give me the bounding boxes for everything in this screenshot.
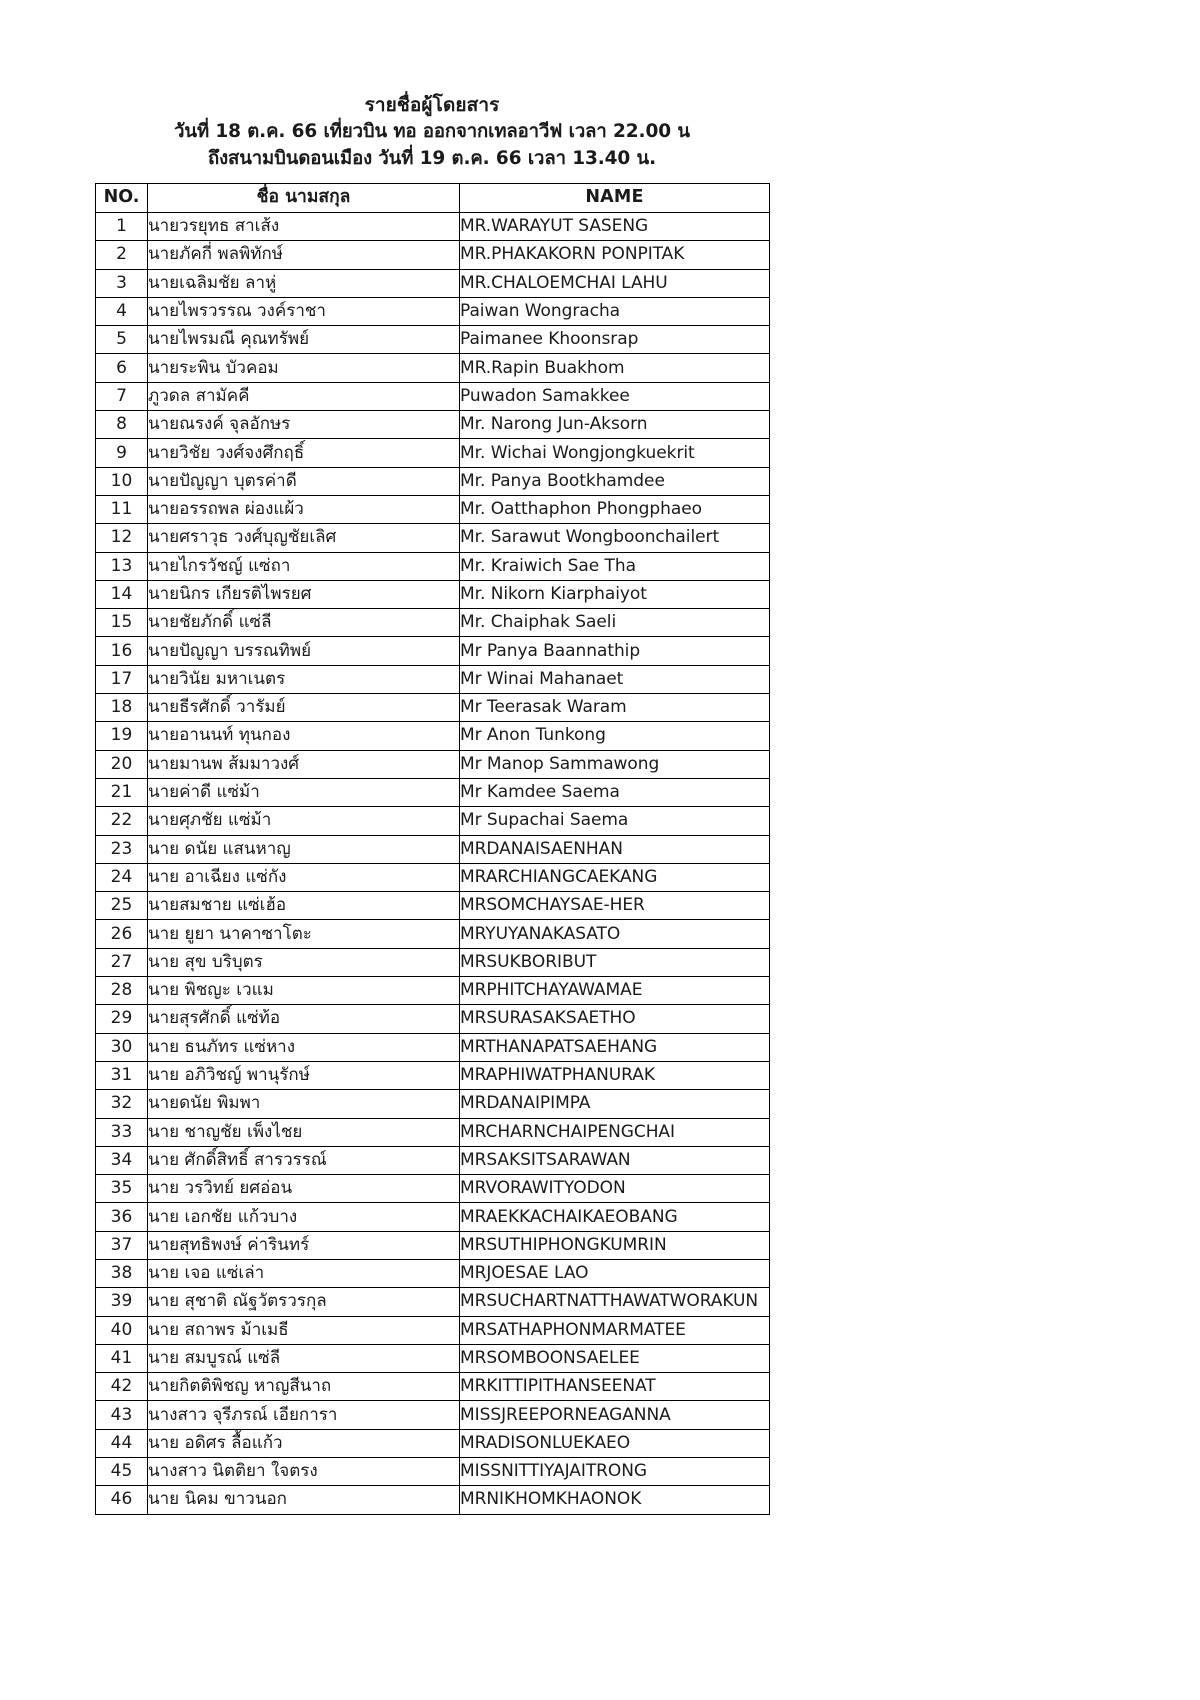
cell-no: 29 <box>96 1005 148 1033</box>
cell-name: Mr Winai Mahanaet <box>460 665 770 693</box>
cell-thai-name: นาย สุชาติ ณัฐวัตรวรกุล <box>148 1288 460 1316</box>
cell-thai-name: นายค่าดี แซ่ม้า <box>148 778 460 806</box>
cell-no: 45 <box>96 1458 148 1486</box>
table-row <box>96 552 770 580</box>
table-row <box>96 722 770 750</box>
table-row <box>96 580 770 608</box>
cell-name: MRSUTHIPHONGKUMRIN <box>460 1231 770 1259</box>
cell-name: Mr. Chaiphak Saeli <box>460 609 770 637</box>
cell-thai-name: นาย เจอ แซ่เล่า <box>148 1259 460 1287</box>
table-row <box>96 948 770 976</box>
table-header <box>96 184 770 213</box>
table-row <box>96 807 770 835</box>
table-row <box>96 326 770 354</box>
cell-name: Mr. Sarawut Wongboonchailert <box>460 524 770 552</box>
cell-thai-name: นายสมชาย แซ่เฮ้อ <box>148 892 460 920</box>
column-header-name: NAME <box>460 184 770 213</box>
table-row <box>96 1429 770 1457</box>
table-row <box>96 665 770 693</box>
page-title: รายชื่อผู้โดยสาร <box>364 94 500 116</box>
table-row <box>96 1061 770 1089</box>
table-row <box>96 1033 770 1061</box>
cell-name: MRTHANAPATSAEHANG <box>460 1033 770 1061</box>
cell-no: 30 <box>96 1033 148 1061</box>
cell-no: 23 <box>96 835 148 863</box>
cell-no: 1 <box>96 213 148 241</box>
table-row <box>96 750 770 778</box>
cell-name: Mr. Narong Jun-Aksorn <box>460 411 770 439</box>
table-row <box>96 382 770 410</box>
table-row <box>96 1288 770 1316</box>
cell-thai-name: นาย อภิวิชญ์ พานุรักษ์ <box>148 1061 460 1089</box>
column-header-no: NO. <box>96 184 148 213</box>
cell-name: MRADISONLUEKAEO <box>460 1429 770 1457</box>
cell-no: 22 <box>96 807 148 835</box>
table-row <box>96 495 770 523</box>
cell-no: 9 <box>96 439 148 467</box>
document-header <box>95 92 769 172</box>
cell-thai-name: นายมานพ ส้มมาวงศ์ <box>148 750 460 778</box>
cell-name: MRAEKKACHAIKAEOBANG <box>460 1203 770 1231</box>
cell-no: 46 <box>96 1486 148 1514</box>
cell-thai-name: นายอานนท์ ทุนกอง <box>148 722 460 750</box>
cell-name: Mr. Nikorn Kiarphaiyot <box>460 580 770 608</box>
cell-no: 2 <box>96 241 148 269</box>
cell-thai-name: นายไพรวรรณ วงค์ราชา <box>148 297 460 325</box>
cell-name: Mr Anon Tunkong <box>460 722 770 750</box>
table-row <box>96 1090 770 1118</box>
cell-no: 4 <box>96 297 148 325</box>
cell-name: MRPHITCHAYAWAMAE <box>460 977 770 1005</box>
table-row <box>96 609 770 637</box>
cell-thai-name: นายภัคกี่ พลพิทักษ์ <box>148 241 460 269</box>
cell-no: 26 <box>96 920 148 948</box>
cell-thai-name: นาย อาเฉียง แซ่กัง <box>148 863 460 891</box>
cell-thai-name: นางสาว จุรีภรณ์ เอียการา <box>148 1401 460 1429</box>
column-header-thai-name: ชื่อ นามสกุล <box>148 184 460 213</box>
cell-thai-name: นาย สุข บริบุตร <box>148 948 460 976</box>
table-body <box>96 213 770 1515</box>
cell-no: 16 <box>96 637 148 665</box>
cell-no: 41 <box>96 1344 148 1372</box>
cell-thai-name: นายสุทธิพงษ์ ค่ารินทร์ <box>148 1231 460 1259</box>
cell-name: Mr Panya Baannathip <box>460 637 770 665</box>
cell-thai-name: นายกิตติพิชญ หาญสีนาถ <box>148 1373 460 1401</box>
cell-no: 44 <box>96 1429 148 1457</box>
table-row <box>96 269 770 297</box>
cell-name: Mr. Kraiwich Sae Tha <box>460 552 770 580</box>
cell-thai-name: นาย อดิศร ลื้อแก้ว <box>148 1429 460 1457</box>
cell-thai-name: นาย ยูยา นาคาซาโตะ <box>148 920 460 948</box>
cell-name: MR.CHALOEMCHAI LAHU <box>460 269 770 297</box>
table-row <box>96 1486 770 1514</box>
cell-no: 25 <box>96 892 148 920</box>
cell-no: 13 <box>96 552 148 580</box>
cell-thai-name: ภูวดล สามัคคี <box>148 382 460 410</box>
table-row <box>96 1401 770 1429</box>
cell-name: Mr. Oatthaphon Phongphaeo <box>460 495 770 523</box>
cell-name: Mr. Panya Bootkhamdee <box>460 467 770 495</box>
cell-thai-name: นายปัญญา บรรณทิพย์ <box>148 637 460 665</box>
table-row <box>96 977 770 1005</box>
table-row <box>96 1231 770 1259</box>
cell-name: MR.Rapin Buakhom <box>460 354 770 382</box>
cell-thai-name: นาย ชาญชัย เพ็งไชย <box>148 1118 460 1146</box>
cell-name: Puwadon Samakkee <box>460 382 770 410</box>
cell-thai-name: นาย เอกชัย แก้วบาง <box>148 1203 460 1231</box>
table-row <box>96 1203 770 1231</box>
cell-name: MRDANAIPIMPA <box>460 1090 770 1118</box>
cell-name: MRDANAISAENHAN <box>460 835 770 863</box>
table-row <box>96 297 770 325</box>
cell-no: 24 <box>96 863 148 891</box>
cell-no: 20 <box>96 750 148 778</box>
cell-thai-name: นายเฉลิมชัย ลาหู่ <box>148 269 460 297</box>
cell-no: 32 <box>96 1090 148 1118</box>
cell-no: 31 <box>96 1061 148 1089</box>
cell-no: 10 <box>96 467 148 495</box>
cell-name: MRYUYANAKASATO <box>460 920 770 948</box>
cell-no: 11 <box>96 495 148 523</box>
cell-thai-name: นาย สถาพร ม้าเมธี <box>148 1316 460 1344</box>
cell-name: Mr. Wichai Wongjongkuekrit <box>460 439 770 467</box>
cell-name: MRCHARNCHAIPENGCHAI <box>460 1118 770 1146</box>
table-row <box>96 835 770 863</box>
cell-name: MISSJREEPORNEAGANNA <box>460 1401 770 1429</box>
cell-no: 27 <box>96 948 148 976</box>
cell-thai-name: นาย พิชญะ เวแม <box>148 977 460 1005</box>
cell-thai-name: นายปัญญา บุตรค่าดี <box>148 467 460 495</box>
cell-no: 42 <box>96 1373 148 1401</box>
cell-thai-name: นาย ศักดิ์สิทธิ์ สารวรรณ์ <box>148 1146 460 1174</box>
cell-thai-name: นายวิชัย วงศ์จงศึกฤธิ์ <box>148 439 460 467</box>
cell-thai-name: นาย สมบูรณ์ แซ่ลี <box>148 1344 460 1372</box>
cell-no: 34 <box>96 1146 148 1174</box>
cell-no: 8 <box>96 411 148 439</box>
cell-thai-name: นายดนัย พิมพา <box>148 1090 460 1118</box>
cell-name: Mr Supachai Saema <box>460 807 770 835</box>
cell-no: 19 <box>96 722 148 750</box>
table-row <box>96 1175 770 1203</box>
cell-no: 21 <box>96 778 148 806</box>
cell-thai-name: นาย ธนภัทร แซ่หาง <box>148 1033 460 1061</box>
cell-name: MR.PHAKAKORN PONPITAK <box>460 241 770 269</box>
table-row <box>96 524 770 552</box>
table-row <box>96 354 770 382</box>
table-row <box>96 1005 770 1033</box>
cell-name: Mr Teerasak Waram <box>460 694 770 722</box>
table-row <box>96 213 770 241</box>
table-row <box>96 920 770 948</box>
table-row <box>96 241 770 269</box>
cell-no: 33 <box>96 1118 148 1146</box>
cell-name: MR.WARAYUT SASENG <box>460 213 770 241</box>
cell-name: MRSOMBOONSAELEE <box>460 1344 770 1372</box>
table-row <box>96 863 770 891</box>
cell-no: 3 <box>96 269 148 297</box>
cell-name: MISSNITTIYAJAITRONG <box>460 1458 770 1486</box>
cell-thai-name: นาย วรวิทย์ ยศอ่อน <box>148 1175 460 1203</box>
table-row <box>96 892 770 920</box>
cell-thai-name: นาย นิคม ขาวนอก <box>148 1486 460 1514</box>
cell-no: 38 <box>96 1259 148 1287</box>
cell-no: 43 <box>96 1401 148 1429</box>
table-row <box>96 1146 770 1174</box>
cell-thai-name: นายอรรถพล ผ่องแผ้ว <box>148 495 460 523</box>
cell-thai-name: นายธีรศักดิ์ วารัมย์ <box>148 694 460 722</box>
table-row <box>96 1259 770 1287</box>
table-row <box>96 1458 770 1486</box>
table-row <box>96 411 770 439</box>
cell-name: MRSURASAKSAETHO <box>460 1005 770 1033</box>
table-row <box>96 1373 770 1401</box>
cell-no: 14 <box>96 580 148 608</box>
cell-no: 39 <box>96 1288 148 1316</box>
table-row <box>96 467 770 495</box>
cell-no: 37 <box>96 1231 148 1259</box>
table-row <box>96 778 770 806</box>
cell-thai-name: นายชัยภักดิ์ แซ่ลี <box>148 609 460 637</box>
cell-no: 12 <box>96 524 148 552</box>
cell-no: 5 <box>96 326 148 354</box>
cell-thai-name: นายวรยุทธ สาเส้ง <box>148 213 460 241</box>
cell-thai-name: นายศุภชัย แซ่ม้า <box>148 807 460 835</box>
table-row <box>96 439 770 467</box>
table-row <box>96 637 770 665</box>
cell-no: 35 <box>96 1175 148 1203</box>
flight-departure-line: วันที่ 18 ต.ค. 66 เที่ยวบิน ทอ ออกจากเทลอาวีฟ เวลา 22.00 น <box>174 121 690 142</box>
cell-name: MRAPHIWATPHANURAK <box>460 1061 770 1089</box>
cell-name: MRSATHAPHONMARMATEE <box>460 1316 770 1344</box>
cell-no: 36 <box>96 1203 148 1231</box>
cell-thai-name: นาย ดนัย แสนหาญ <box>148 835 460 863</box>
cell-no: 18 <box>96 694 148 722</box>
cell-name: Paiwan Wongracha <box>460 297 770 325</box>
table-row <box>96 1344 770 1372</box>
cell-name: MRVORAWITYODON <box>460 1175 770 1203</box>
table-header-row <box>96 184 770 213</box>
cell-name: MRSAKSITSARAWAN <box>460 1146 770 1174</box>
cell-no: 7 <box>96 382 148 410</box>
cell-name: MRJOESAE LAO <box>460 1259 770 1287</box>
cell-name: Paimanee Khoonsrap <box>460 326 770 354</box>
table-row <box>96 1118 770 1146</box>
cell-no: 17 <box>96 665 148 693</box>
cell-name: MRKITTIPITHANSEENAT <box>460 1373 770 1401</box>
cell-no: 28 <box>96 977 148 1005</box>
cell-no: 15 <box>96 609 148 637</box>
cell-thai-name: นายศราวุธ วงศ์บุญชัยเลิศ <box>148 524 460 552</box>
cell-no: 6 <box>96 354 148 382</box>
cell-thai-name: นายไกรวัชญ์ แซ่ถา <box>148 552 460 580</box>
cell-name: MRNIKHOMKHAONOK <box>460 1486 770 1514</box>
cell-thai-name: นายนิกร เกียรติไพรยศ <box>148 580 460 608</box>
cell-name: Mr Kamdee Saema <box>460 778 770 806</box>
cell-thai-name: นายวินัย มหาเนตร <box>148 665 460 693</box>
cell-no: 40 <box>96 1316 148 1344</box>
table-row <box>96 694 770 722</box>
cell-name: MRSUCHARTNATTHAWATWORAKUN <box>460 1288 770 1316</box>
cell-thai-name: นายระพิน บัวคอม <box>148 354 460 382</box>
table-row <box>96 1316 770 1344</box>
flight-arrival-line: ถึงสนามบินดอนเมือง วันที่ 19 ต.ค. 66 เวลา 13.40 น. <box>207 148 657 169</box>
cell-name: MRARCHIANGCAEKANG <box>460 863 770 891</box>
cell-thai-name: นายไพรมณี คุณทรัพย์ <box>148 326 460 354</box>
cell-thai-name: นายณรงค์ จุลอักษร <box>148 411 460 439</box>
cell-thai-name: นางสาว นิตติยา ใจตรง <box>148 1458 460 1486</box>
cell-name: MRSOMCHAYSAE-HER <box>460 892 770 920</box>
passenger-list-table <box>95 183 770 1515</box>
cell-thai-name: นายสุรศักดิ์ แซ่ท้อ <box>148 1005 460 1033</box>
cell-name: MRSUKBORIBUT <box>460 948 770 976</box>
cell-name: Mr Manop Sammawong <box>460 750 770 778</box>
